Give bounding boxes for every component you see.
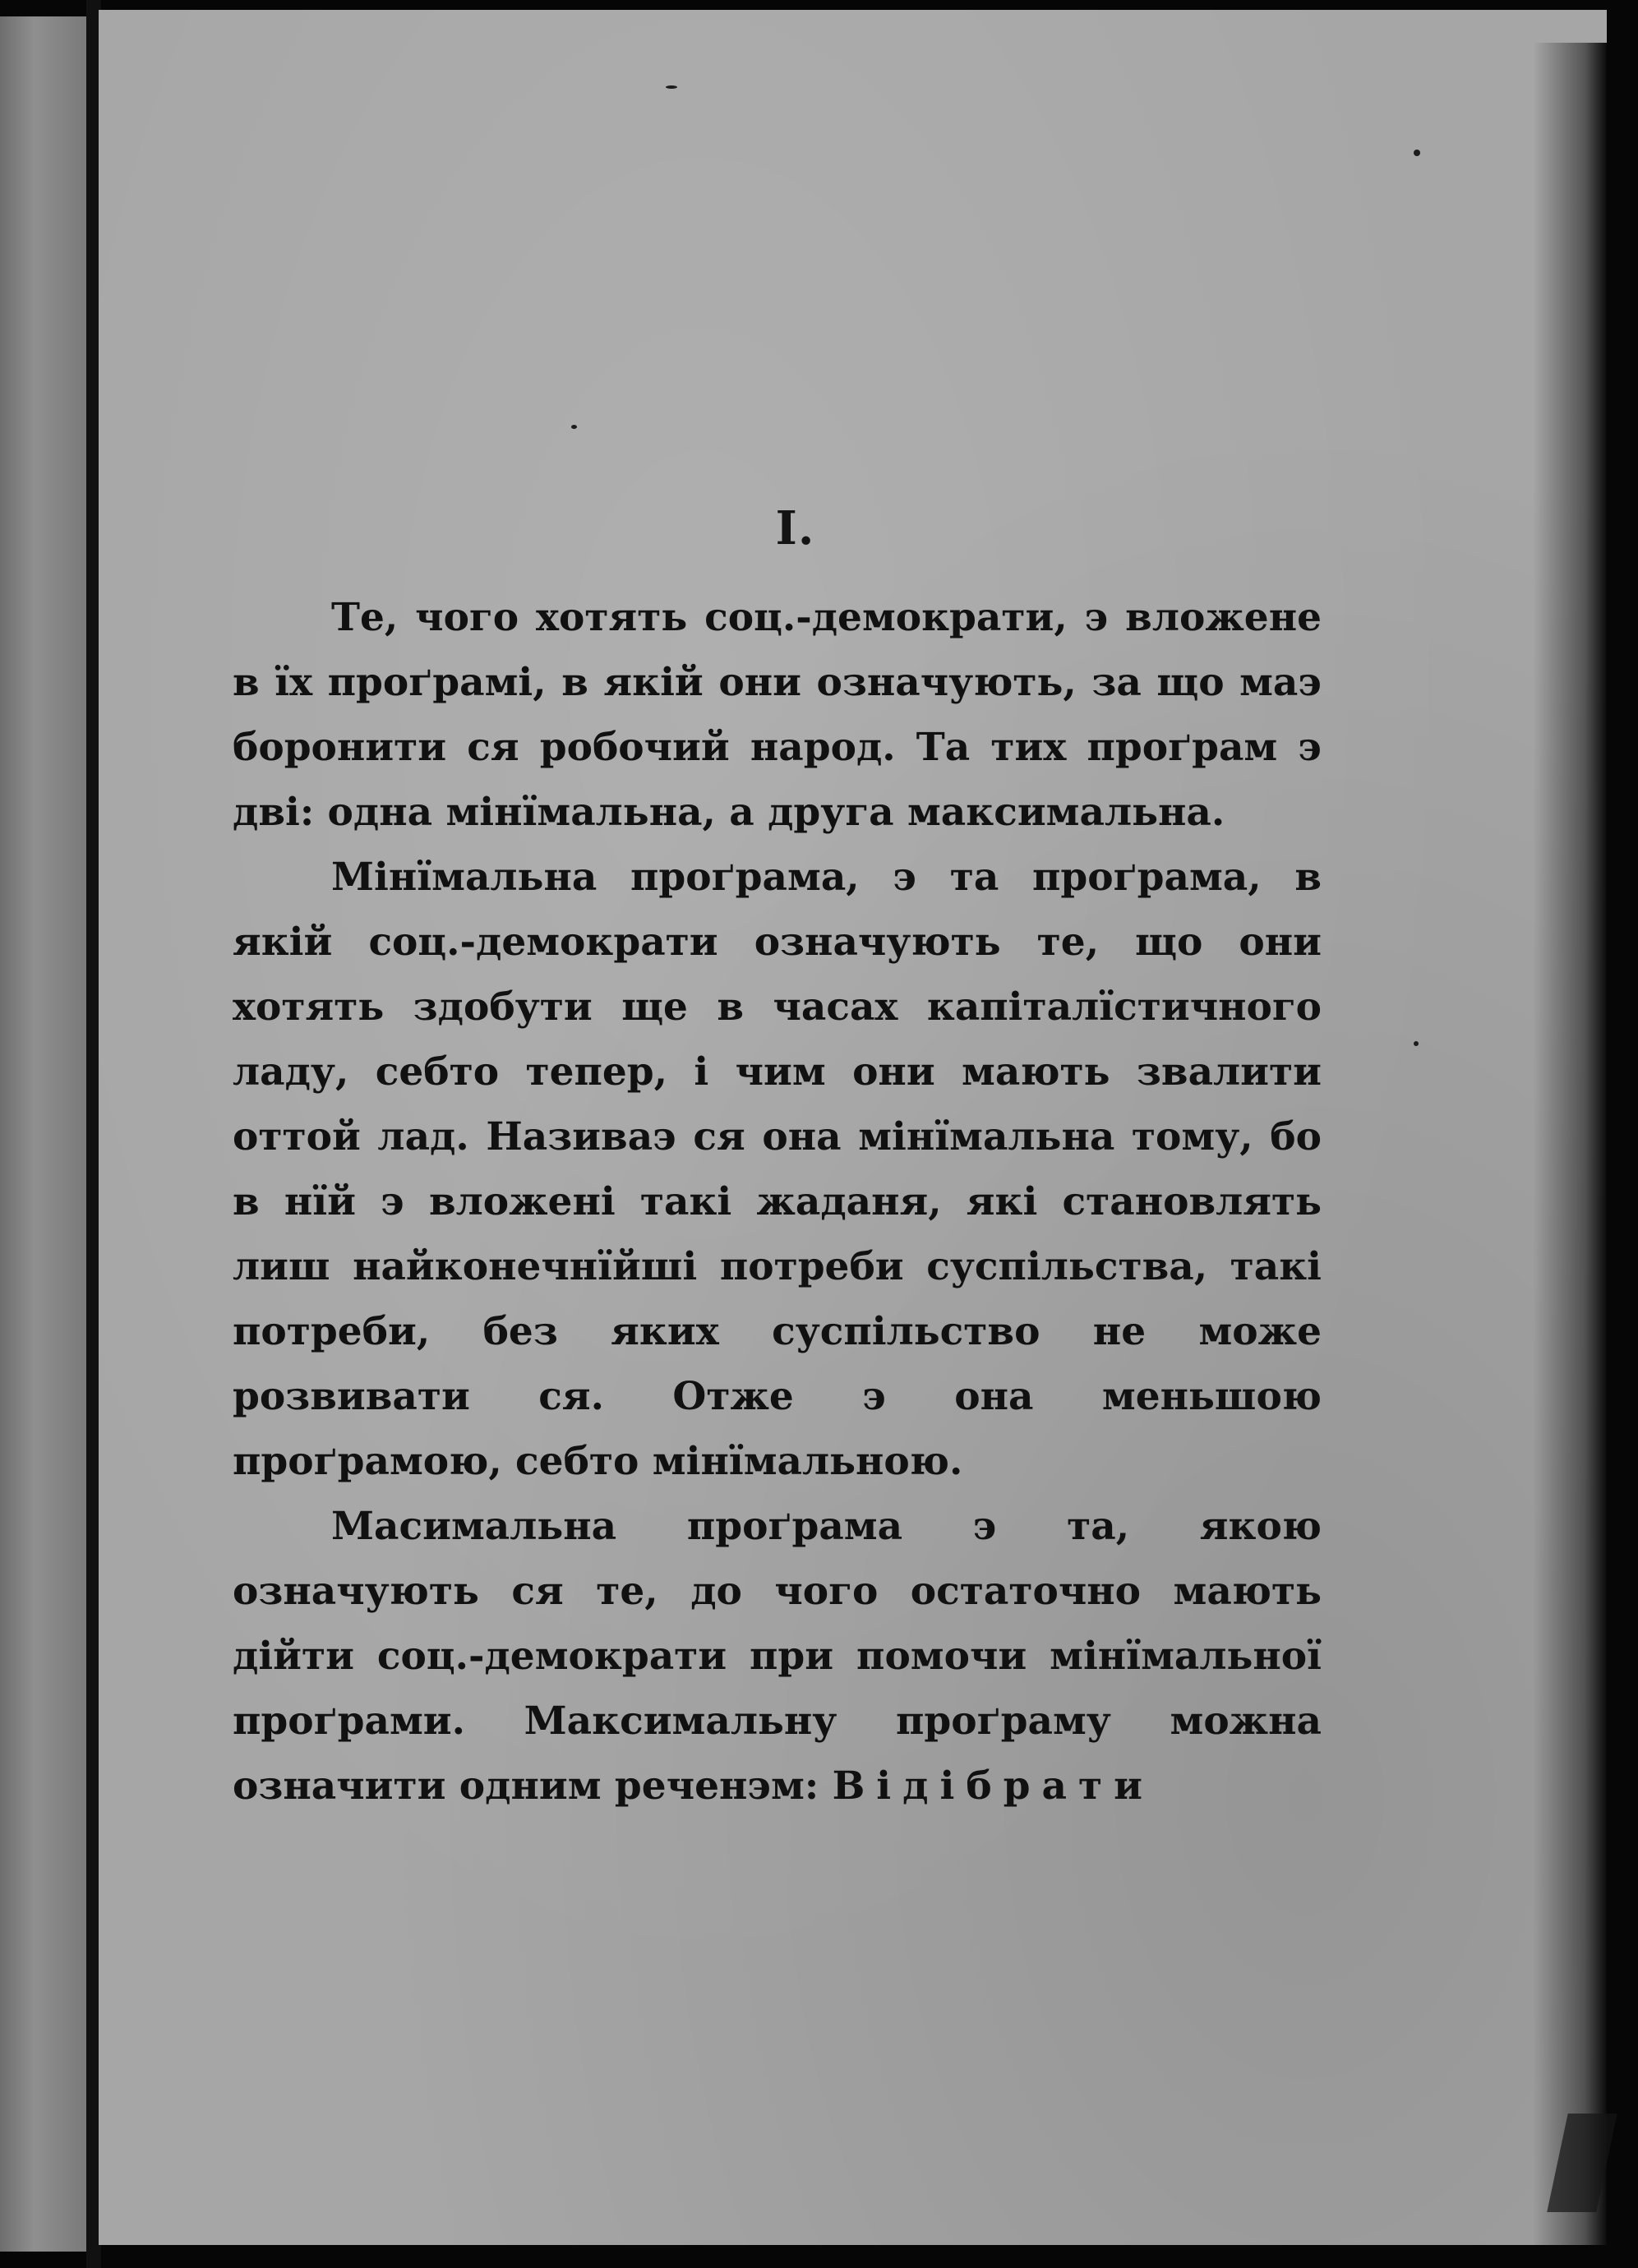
paragraph-3 [233, 1494, 1322, 1819]
dust-speck [666, 85, 677, 89]
page-shadow-edge [1533, 43, 1607, 2245]
dust-speck [1414, 150, 1420, 156]
emphasized-word: Відібрати [832, 1763, 1154, 1809]
chapter-heading: I. [775, 501, 815, 555]
paragraph-2: Мінїмальна проґрама, э та проґрама, в якій соц.-демократи означують те, що они хотять здобути ще в часах капіталїстичного ладу, себто тепер, і чим они мають звалити оттой лад. Називаэ ся она мінїмальна тому, бо в нїй э вложені такі жаданя, які становлять лиш найконечнїйші потреби суспільства, такі потреби, без яких суспільство не може розвивати ся. Отже э она меньшою проґрамою, себто мінїмальною. [233, 855, 1322, 1484]
body-text [233, 585, 1322, 1819]
paragraph-3-text: Масимальна проґрама э та, якою означують ся те, до чого остаточно мають дійти соц.-демократи при помочи мінїмальної проґрами. Максимальну проґраму можна означити одним реченэм: [233, 1504, 1322, 1809]
adjacent-page-strip [0, 16, 86, 2252]
paragraph-1: Те, чого хотять соц.-демократи, э вложене в їх проґрамі, в якій они означують, за що маэ боронити ся робочий народ. Та тих проґрам э дві: одна мінїмальна, а друга максимальна. [233, 595, 1322, 835]
dust-speck [571, 425, 577, 429]
dust-speck [1414, 1041, 1419, 1046]
